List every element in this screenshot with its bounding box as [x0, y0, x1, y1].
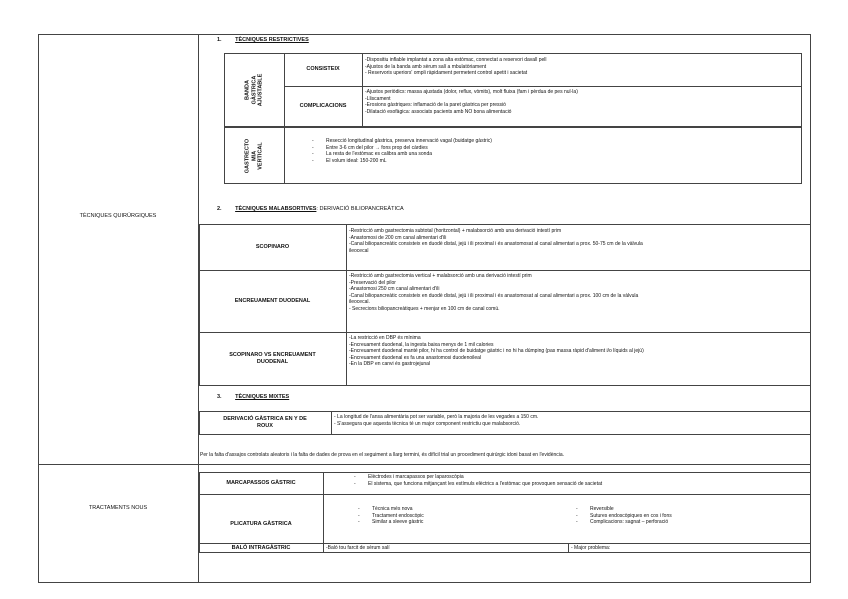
encreuament-line: -Anastomosi 250 cm canal alimentari d'ili: [349, 286, 440, 293]
new-treatments-row-divider: [199, 494, 811, 495]
gastrectomia-label: [224, 127, 284, 184]
complicacions-line: -Ajustos periòdics: massa ajustada (dolor, reflux, vòmits), molt fluixa (fam i pèrdua de pes nul·la): [365, 89, 578, 95]
new-treatments-label: TRACTAMENTS NOUS: [88, 504, 148, 511]
mixed-heading: [217, 394, 289, 401]
complicacions-text: [365, 89, 800, 115]
banda-gastrica-label-text: [244, 74, 264, 107]
malabsortive-divider: [346, 224, 347, 386]
marcapassos-label: MARCAPASSOS GÀSTRIC: [226, 479, 296, 486]
surgical-techniques-label: TÈCNIQUES QUIRÚRGIQUES: [79, 212, 157, 219]
scopinaro-text: [349, 228, 809, 254]
derivacio-gastrica-label: [199, 411, 331, 435]
list-item: - Resecció longitudinal gàstrica, preserva innervació vagal (buidatge gàstric): [312, 138, 792, 145]
comparison-line: -Encreuament duodenal es fa una anastomosi duodenoileal: [349, 354, 482, 361]
list-item: - Entre 3-6 cm del pilor → fons prop del càrdies: [312, 145, 792, 152]
scopinaro-vs-label-line: SCOPINARO VS ENCREUAMENT: [229, 352, 316, 358]
complicacions-label: COMPLICACIONS: [299, 103, 347, 109]
balo-text: -Baló tou farcit de sèrum salí: [326, 545, 390, 551]
derivacio-line: - La longitud de l'ansa alimentària pot ser variable, però la majoria de les vegades a 150 cm.: [334, 414, 539, 420]
balo-divider: [568, 543, 569, 553]
scopinaro-vs-label: [199, 332, 346, 386]
list-item: - Elèctrodes i marcapassos per laparoscòpia: [354, 474, 804, 481]
malabsortive-title: TÈCNIQUES MALABSORTIVES: [235, 206, 317, 212]
complicacions-line: -Erosions gàstriques: inflamació de la paret gàstrica per pressió: [365, 102, 506, 109]
mixed-number: 3.: [217, 394, 222, 400]
encreuament-duodenal-text: [349, 273, 809, 313]
plicatura-right-list: [576, 506, 806, 526]
malabsortive-number: 2.: [217, 206, 222, 212]
complicacions-line: -Lliscament: [365, 95, 391, 102]
comparison-line: -En la DBP en canvi és gastrojejunal: [349, 361, 431, 368]
derivacio-line: - S'assegura que aquesta tècnica té un major component restrictiu que malabsorció.: [334, 420, 521, 427]
list-item: - El sistema, que funciona mitjançant les estímuls elèctrics a l'estòmac que provoquen sensació de sacietat: [354, 481, 804, 488]
comparison-line: -Encreuament duodenal manté pilor, hi ha control de buidatge gàstric i no hi ha dúmping (pas massa ràpid d'aliment i/o líquids al jejú): [349, 348, 644, 355]
encreuament-line: ileocecal.: [349, 299, 370, 306]
scopinaro-line: -Restricció amb gastrectomia subtotal (horitzontal) + malabsorció amb una derivació intestí prim: [349, 228, 562, 234]
evidence-footnote: Per la falta d'assajos controlats aleatoris i la falta de dades de prova en el seguiment a llarg termini, és difícil trial un procediment quirúrgic idoni basat en l'evidència.: [200, 452, 565, 458]
banda-gastrica-label: [224, 53, 284, 127]
list-item: - El volum ideal: 150-200 mL: [312, 158, 792, 165]
malabsortive-heading: [217, 206, 404, 213]
encreuament-line: - Secrecions biliopancreàtiques + menjar en 100 cm de canal comú.: [349, 305, 500, 312]
mixed-divider: [331, 411, 332, 435]
consisteix-line: -Ajustos de la banda amb sèrum salí a mbulatòriament: [365, 63, 487, 70]
restrictive-number: 1.: [217, 37, 222, 43]
scopinaro-line: ileocecal: [349, 247, 369, 254]
list-item: - Reversible: [576, 506, 806, 513]
new-treatments-divider: [323, 472, 324, 553]
section-divider: [38, 464, 811, 465]
restrictive-title: TÈCNIQUES RESTRICTIVES: [235, 37, 309, 43]
gastrectomia-list: [312, 138, 792, 164]
consisteix-line: - Reservoris uperiors' ompli ràpidament permetent control apetit i sacietat: [365, 70, 528, 77]
complicacions-line: -Dilatació esofàgica: associats pacients amb NO bona alimentació: [365, 108, 512, 115]
gastrectomia-divider: [284, 127, 285, 184]
plicatura-left-list: [358, 506, 558, 526]
list-item: - Tècnica més nova: [358, 506, 558, 513]
consisteix-line: -Dispositiu inflable implantat a zona alta estòmac, connectat a reservori davall pell: [365, 57, 547, 63]
gastrectomia-label-line: GASTRECTO: [244, 138, 251, 173]
encreuament-line: -Preservació del pilor: [349, 279, 396, 286]
list-item: - Similar a sleeve gàstric: [358, 519, 558, 526]
scopinaro-line: -Canal biliopancreàtic consisteix en duodè distal, jejú i ili proximal i és anastomosat al canal alimentari a prox. 50-75 cm de la vàlvula: [349, 241, 643, 248]
encreuament-line: -Canal biliopancreàtic consisteix en duodè distal, jejú i ili proximal i és anastomosat al canal alimentari a prox. 100 cm de la vàlvula: [349, 292, 639, 299]
balo-label: BALÓ INTRAGÀSTRIC: [231, 545, 291, 551]
scopinaro-vs-text: [349, 335, 809, 368]
plicatura-label: PLICATURA GÀSTRICA: [230, 521, 292, 527]
banda-label-line: GÀSTRICA: [250, 75, 257, 105]
encreuament-duodenal-label: ENCREUAMENT DUODENAL: [234, 297, 311, 304]
list-item: - Tractament endoscòpic: [358, 513, 558, 520]
consisteix-label: CONSISTEIX: [306, 66, 340, 72]
derivacio-label-line: ROUX: [257, 423, 273, 429]
encreuament-line: -Restricció amb gastrectomia vertical + malabsorció amb una derivació intestí prim: [349, 273, 532, 279]
derivacio-gastrica-text: [334, 414, 809, 427]
comparison-line: -La restricció en DBP és mínima: [349, 335, 421, 341]
banda-label-line: AJUSTABLE: [257, 73, 264, 107]
marcapassos-list: [354, 474, 804, 487]
gastrectomia-label-text: [244, 138, 264, 172]
malabsortive-subtitle: : DERIVACIÓ BILIOPANCREÀTICA: [316, 206, 404, 212]
restrictive-heading: [217, 37, 309, 44]
scopinaro-line: -Anastomosi de 200 cm canal alimentari d'ili: [349, 234, 447, 241]
consisteix-text: [365, 57, 800, 77]
mixed-title: TÈCNIQUES MIXTES: [235, 394, 290, 400]
balo-right-text: - Major problema:: [571, 545, 611, 551]
derivacio-label-line: DERIVACIÓ GÀSTRICA EN Y DE: [223, 416, 307, 422]
list-item: - Sutures endoscòpiques en cos i fons: [576, 513, 806, 520]
list-item: - Complicacions: sagnat – perforació: [576, 519, 806, 526]
list-item: - La resta de l'estòmac es calibra amb una sonda: [312, 151, 792, 158]
comparison-line: -Encreuament duodenal, la ingesta baixa menys de 1 mil calories: [349, 341, 494, 348]
banda-label-line: BANDA: [244, 80, 251, 100]
gastrectomia-label-line: VERTICAL: [257, 141, 264, 170]
scopinaro-label: SCOPINARO: [255, 243, 290, 250]
banda-divider-2: [362, 53, 363, 127]
scopinaro-vs-label-line: DUODENAL: [256, 359, 289, 365]
gastrectomia-label-line: MIA: [250, 150, 257, 161]
